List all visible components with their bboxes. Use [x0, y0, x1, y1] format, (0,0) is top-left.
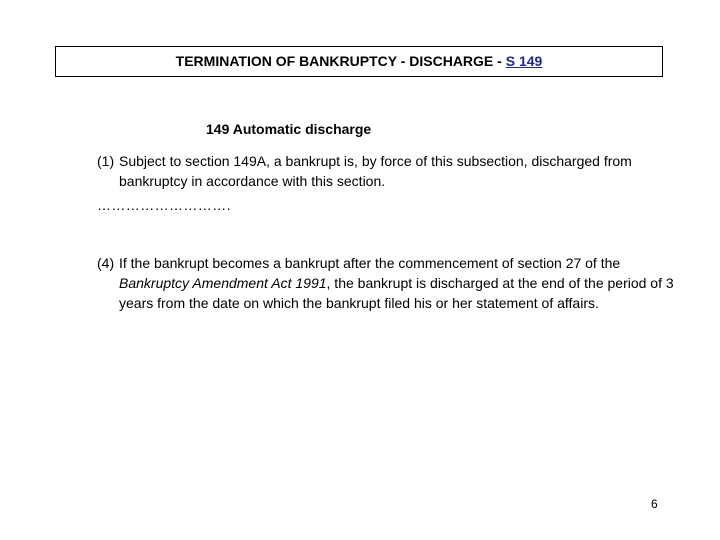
clause-4-number: (4) — [97, 255, 115, 271]
section-149-link[interactable]: S 149 — [505, 53, 543, 69]
clause-1-text: Subject to section 149A, a bankrupt is, by force of this subsection, discharged from bankruptcy in accordance with this section. — [119, 153, 632, 189]
clause-4-text — [97, 253, 677, 313]
clause-4 — [97, 253, 677, 313]
clause-1-number: (1) — [97, 153, 115, 169]
act-name: Bankruptcy Amendment Act 1991 — [119, 275, 327, 291]
clause-1 — [97, 151, 677, 191]
slide-title-text: TERMINATION OF BANKRUPTCY - DISCHARGE - — [175, 53, 506, 69]
omission-ellipsis: ………………………. — [97, 197, 231, 213]
page-number: 6 — [651, 497, 658, 511]
section-heading: 149 Automatic discharge — [206, 121, 372, 137]
slide-title-box — [55, 46, 663, 77]
clause-4-text-before: If the bankrupt becomes a bankrupt after the commencement of section 27 of the — [119, 255, 621, 271]
clause-4-text-after: , the bankrupt is discharged at the end of the period of 3 years from the date on which the bankrupt filed his or her statement of affairs. — [119, 275, 674, 311]
